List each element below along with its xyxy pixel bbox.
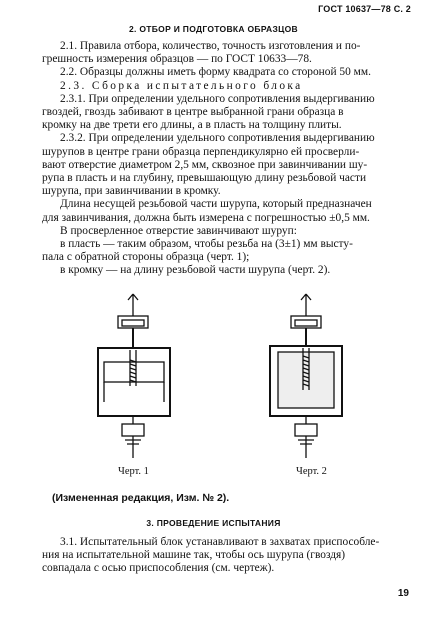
section-2-heading: 2. ОТБОР И ПОДГОТОВКА ОБРАЗЦОВ [129, 24, 298, 34]
figure-2-caption: Черт. 2 [296, 466, 327, 477]
amendment-note: (Измененная редакция, Изм. № 2). [52, 492, 230, 504]
body-line: грешность измерения образцов — по ГОСТ 10633—78. [42, 53, 312, 66]
body-line: рупа в пласть и на глубину, превышающую длину резьбовой части [42, 172, 367, 185]
body-line: пала с обратной стороны образца (черт. 1); [42, 251, 250, 264]
page-header: ГОСТ 10637—78 С. 2 [318, 4, 411, 14]
body-line: в пласть — таким образом, чтобы резьба на (3±1) мм высту- [60, 238, 353, 251]
body-line: гвоздей, гвоздь забивают в центре выбранной грани образца в [42, 106, 344, 119]
body-line: кромку на две трети его длины, а в пласть на толщину плиты. [42, 119, 342, 132]
section-3-body [42, 536, 410, 576]
body-line: 2.2. Образцы должны иметь форму квадрата со стороной 50 мм. [60, 66, 371, 79]
figure-2-drawing [252, 290, 372, 460]
page-number: 19 [397, 588, 409, 599]
body-line: В просверленное отверстие завинчивают шуруп: [60, 224, 297, 237]
body-line: совпадала с осью приспособления (см. чертеж). [42, 562, 275, 575]
body-line: Длина несущей резьбовой части шурупа, который предназначен [60, 198, 372, 211]
body-line: шурупа, при завинчивании в кромку. [42, 185, 221, 198]
figure-1-caption: Черт. 1 [118, 466, 149, 477]
body-line: 2.3.1. При определении удельного сопротивления выдергиванию [60, 92, 375, 105]
body-line: вают отверстие диаметром 2,5 мм, сквозное при завинчивании шу- [42, 158, 368, 171]
body-line: для завинчивания, должна быть измерена с погрешностью ±0,5 мм. [42, 211, 370, 224]
section-2-body [42, 40, 410, 278]
body-line: 2.3.2. При определении удельного сопротивления выдергиванию [60, 132, 375, 145]
body-line: шурупов в центре грани образца перпендикулярно ей просверли- [42, 145, 360, 158]
body-line: 2.1. Правила отбора, количество, точность изготовления и по- [60, 40, 361, 52]
figure-1-drawing [82, 290, 202, 460]
subsection-heading: 2.3. Сборка испытательного блока [60, 79, 303, 92]
body-line: в кромку — на длину резьбовой части шурупа (черт. 2). [60, 264, 331, 277]
body-line: 3.1. Испытательный блок устанавливают в захватах приспособле- [60, 536, 380, 548]
section-3-heading: 3. ПРОВЕДЕНИЕ ИСПЫТАНИЯ [146, 518, 281, 528]
body-line: ния на испытательной машине так, чтобы ось шурупа (гвоздя) [42, 549, 346, 562]
